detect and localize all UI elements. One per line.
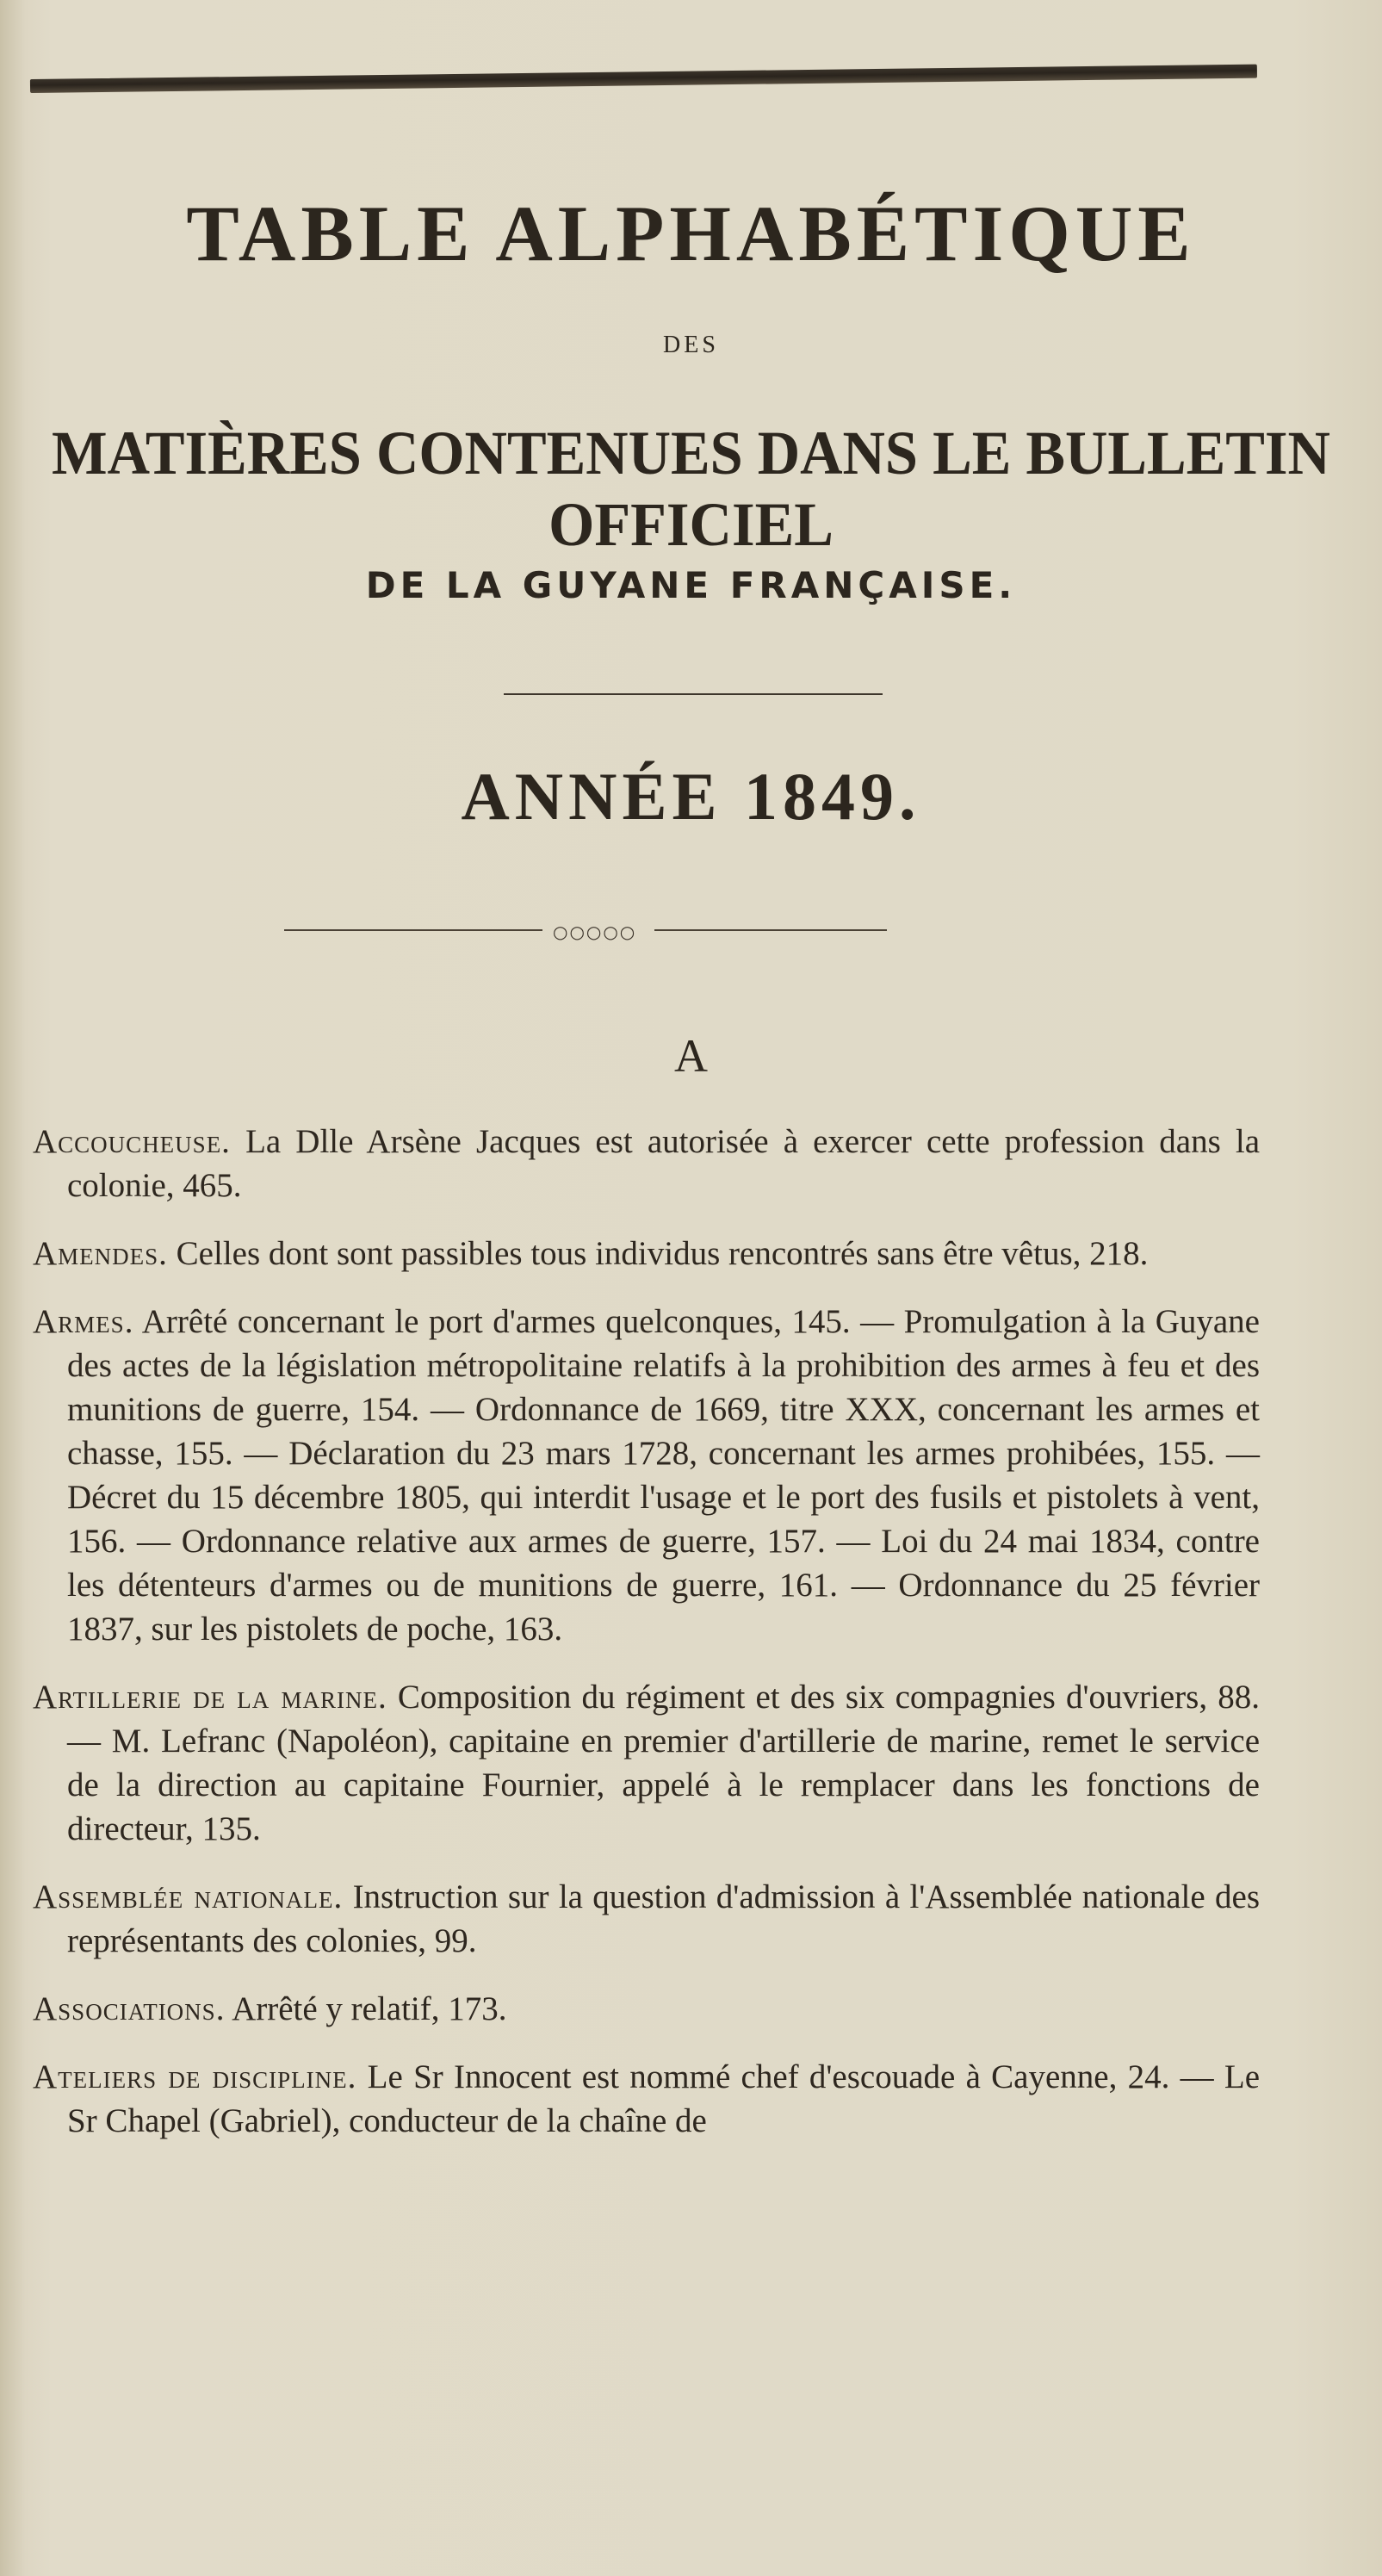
entry-head: Armes. [33, 1303, 134, 1340]
entry-text: Le Sr Innocent est nommé chef d'escouade à Cayenne, 24. — Le Sr Chapel (Gabriel), conducteur de la chaîne de [67, 2058, 1261, 2139]
title-line-2: DES [663, 332, 719, 358]
entry [33, 2055, 1260, 2143]
entry-head: Amendes. [33, 1235, 168, 1272]
entry-text: Arrêté y relatif, 173. [232, 1990, 507, 2027]
entry [33, 1300, 1260, 1651]
entry [33, 1120, 1260, 1207]
title-line-4: DE LA GUYANE FRANÇAISE. [365, 564, 1017, 606]
entry-text: Celles dont sont passibles tous individus rencontrés sans être vêtus, 218. [176, 1235, 1149, 1272]
entry-text: Composition du régiment et des six compagnies d'ouvriers, 88. — M. Lefranc (Napoléon), capitaine en premier d'artillerie de marine, remet le service de la direction au capitaine Fournier, appelé à le remplacer dans les fonctions de directeur, 135. [67, 1679, 1260, 1847]
title-divider [504, 693, 883, 695]
entry-list [33, 1120, 1260, 2167]
entry-head: Associations. [33, 1990, 226, 2027]
title-line-1: TABLE ALPHABÉTIQUE [186, 189, 1196, 277]
top-heavy-rule [30, 65, 1257, 93]
ornament-divider [284, 922, 887, 942]
entry [33, 1675, 1260, 1851]
entry-head: Accoucheuse. [33, 1123, 231, 1160]
ornament-dots: ○○○○○ [553, 922, 637, 942]
entry [33, 1232, 1260, 1276]
entry [33, 1875, 1260, 1963]
entry-head: Artillerie de la marine. [33, 1679, 387, 1716]
entry-head: Assemblée nationale. [33, 1878, 344, 1915]
title-line-3: MATIÈRES CONTENUES DANS LE BULLETIN OFFICIEL [52, 419, 1330, 559]
entry-head: Ateliers de discipline. [33, 2058, 357, 2095]
ornament-line-left [284, 929, 542, 931]
entry-text: Arrêté concernant le port d'armes quelconques, 145. — Promulgation à la Guyane des actes de la législation métropolitaine relatifs à la prohibition des armes à feu et des munitions de guerre, 154. — Ordonnance de 1669, titre XXX, concernant les armes et chasse, 155. — Déclaration du 23 mars 1728, concernant les armes prohibées, 155. — Décret du 15 décembre 1805, qui interdit l'usage et le port des fusils et pistolets à vent, 156. — Ordonnance relative aux armes de guerre, 157. — Loi du 24 mai 1834, contre les détenteurs d'armes ou de munitions de guerre, 161. — Ordonnance du 25 février 1837, sur les pistolets de poche, 163. [67, 1303, 1260, 1648]
entry [33, 1987, 1260, 2031]
entry-text: Instruction sur la question d'admission à l'Assemblée nationale des représentants des colonies, 99. [67, 1878, 1261, 1959]
ornament-line-right [654, 929, 887, 931]
year-heading: ANNÉE 1849. [461, 759, 921, 834]
section-letter: A [674, 1030, 708, 1082]
entry-text: La Dlle Arsène Jacques est autorisée à exercer cette profession dans la colonie, 465. [67, 1123, 1261, 1204]
